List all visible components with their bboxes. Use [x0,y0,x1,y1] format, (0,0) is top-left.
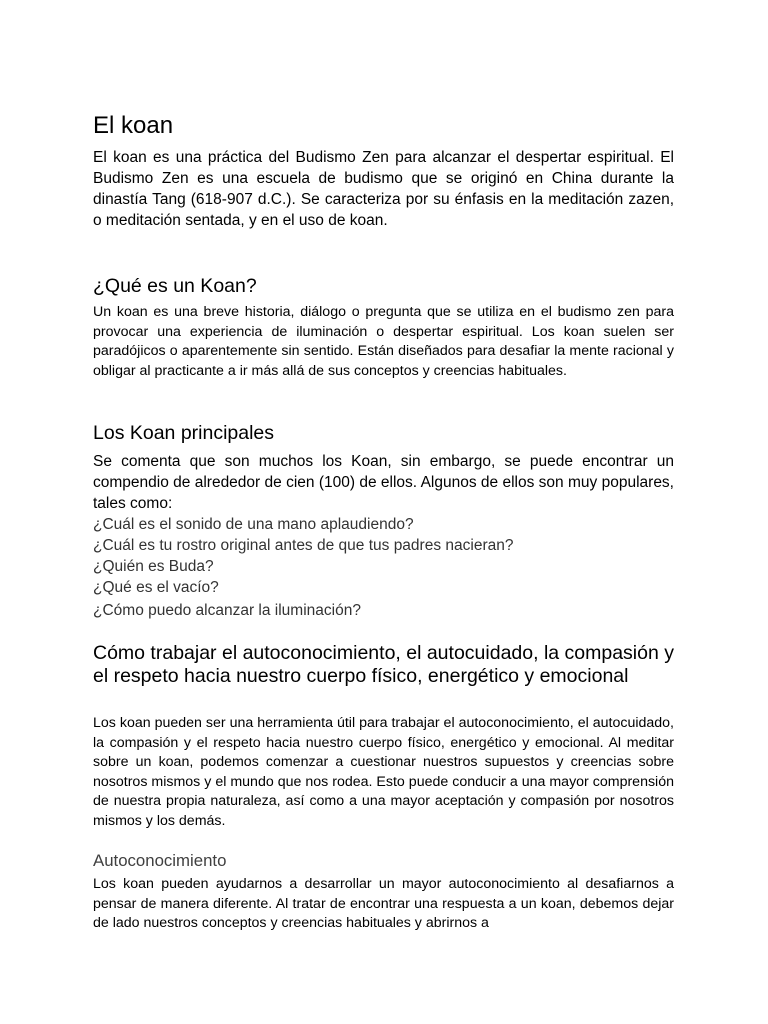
section-heading-koan-principales: Los Koan principales [93,422,275,444]
subsection-heading-autoconocimiento: Autoconocimiento [93,851,227,870]
subsection-body-autoconocimiento: Los koan pueden ayudarnos a desarrollar un mayor autoconocimiento al desafiarnos a pensar de manera diferente. Al tratar de encontrar una respuesta a un koan, debemos dejar de lado nuestros conceptos y creencias habituales y abrirnos a [93,876,674,932]
section-heading-autoconocimiento-compasion: Cómo trabajar el autoconocimiento, el autocuidado, la compasión y el respeto hacia nuestro cuerpo físico, energético y emocional [93,642,675,687]
list-item: ¿Cuál es el sonido de una mano aplaudiendo? [93,516,414,533]
section-body-autoconocimiento-compasion: Los koan pueden ser una herramienta útil para trabajar el autoconocimiento, el autocuidado, la compasión y el respeto hacia nuestro cuerpo físico, energético y emocional. Al meditar sobre un koan, podemos comenzar a cuestionar nuestros supuestos y creencias sobre nosotros mismos y el mundo que nos rodea. Esto puede conducir a una mayor comprensión de nuestra propia naturaleza, así como a una mayor aceptación y compasión por nosotros mismos y los demás. [93,715,674,829]
section-heading-que-es-koan: ¿Qué es un Koan? [93,275,257,297]
section-body-que-es-koan: Un koan es una breve historia, diálogo o pregunta que se utiliza en el budismo zen para provocar una experiencia de iluminación o despertar espiritual. Los koan suelen ser paradójicos o aparentemente sin sentido. Están diseñados para desafiar la mente racional y obligar al practicante a ir más allá de sus conceptos y creencias habituales. [93,304,674,379]
section-body-koan-principales: Se comenta que son muchos los Koan, sin embargo, se puede encontrar un compendio de alrededor de cien (100) de ellos. Algunos de ellos son muy populares, tales como: [93,453,674,512]
list-item: ¿Cuál es tu rostro original antes de que tus padres nacieran? [93,537,514,554]
document-title: El koan [93,112,174,139]
list-item: ¿Qué es el vacío? [93,579,219,596]
koan-question-list [93,514,513,621]
list-item: ¿Cómo puedo alcanzar la iluminación? [93,602,361,619]
intro-paragraph: El koan es una práctica del Budismo Zen para alcanzar el despertar espiritual. El Budismo Zen es una escuela de budismo que se originó en China durante la dinastía Tang (618-907 d.C.). Se caracteriza por su énfasis en la meditación zazen, o meditación sentada, y en el uso de koan. [93,149,674,229]
list-item: ¿Quién es Buda? [93,558,214,575]
